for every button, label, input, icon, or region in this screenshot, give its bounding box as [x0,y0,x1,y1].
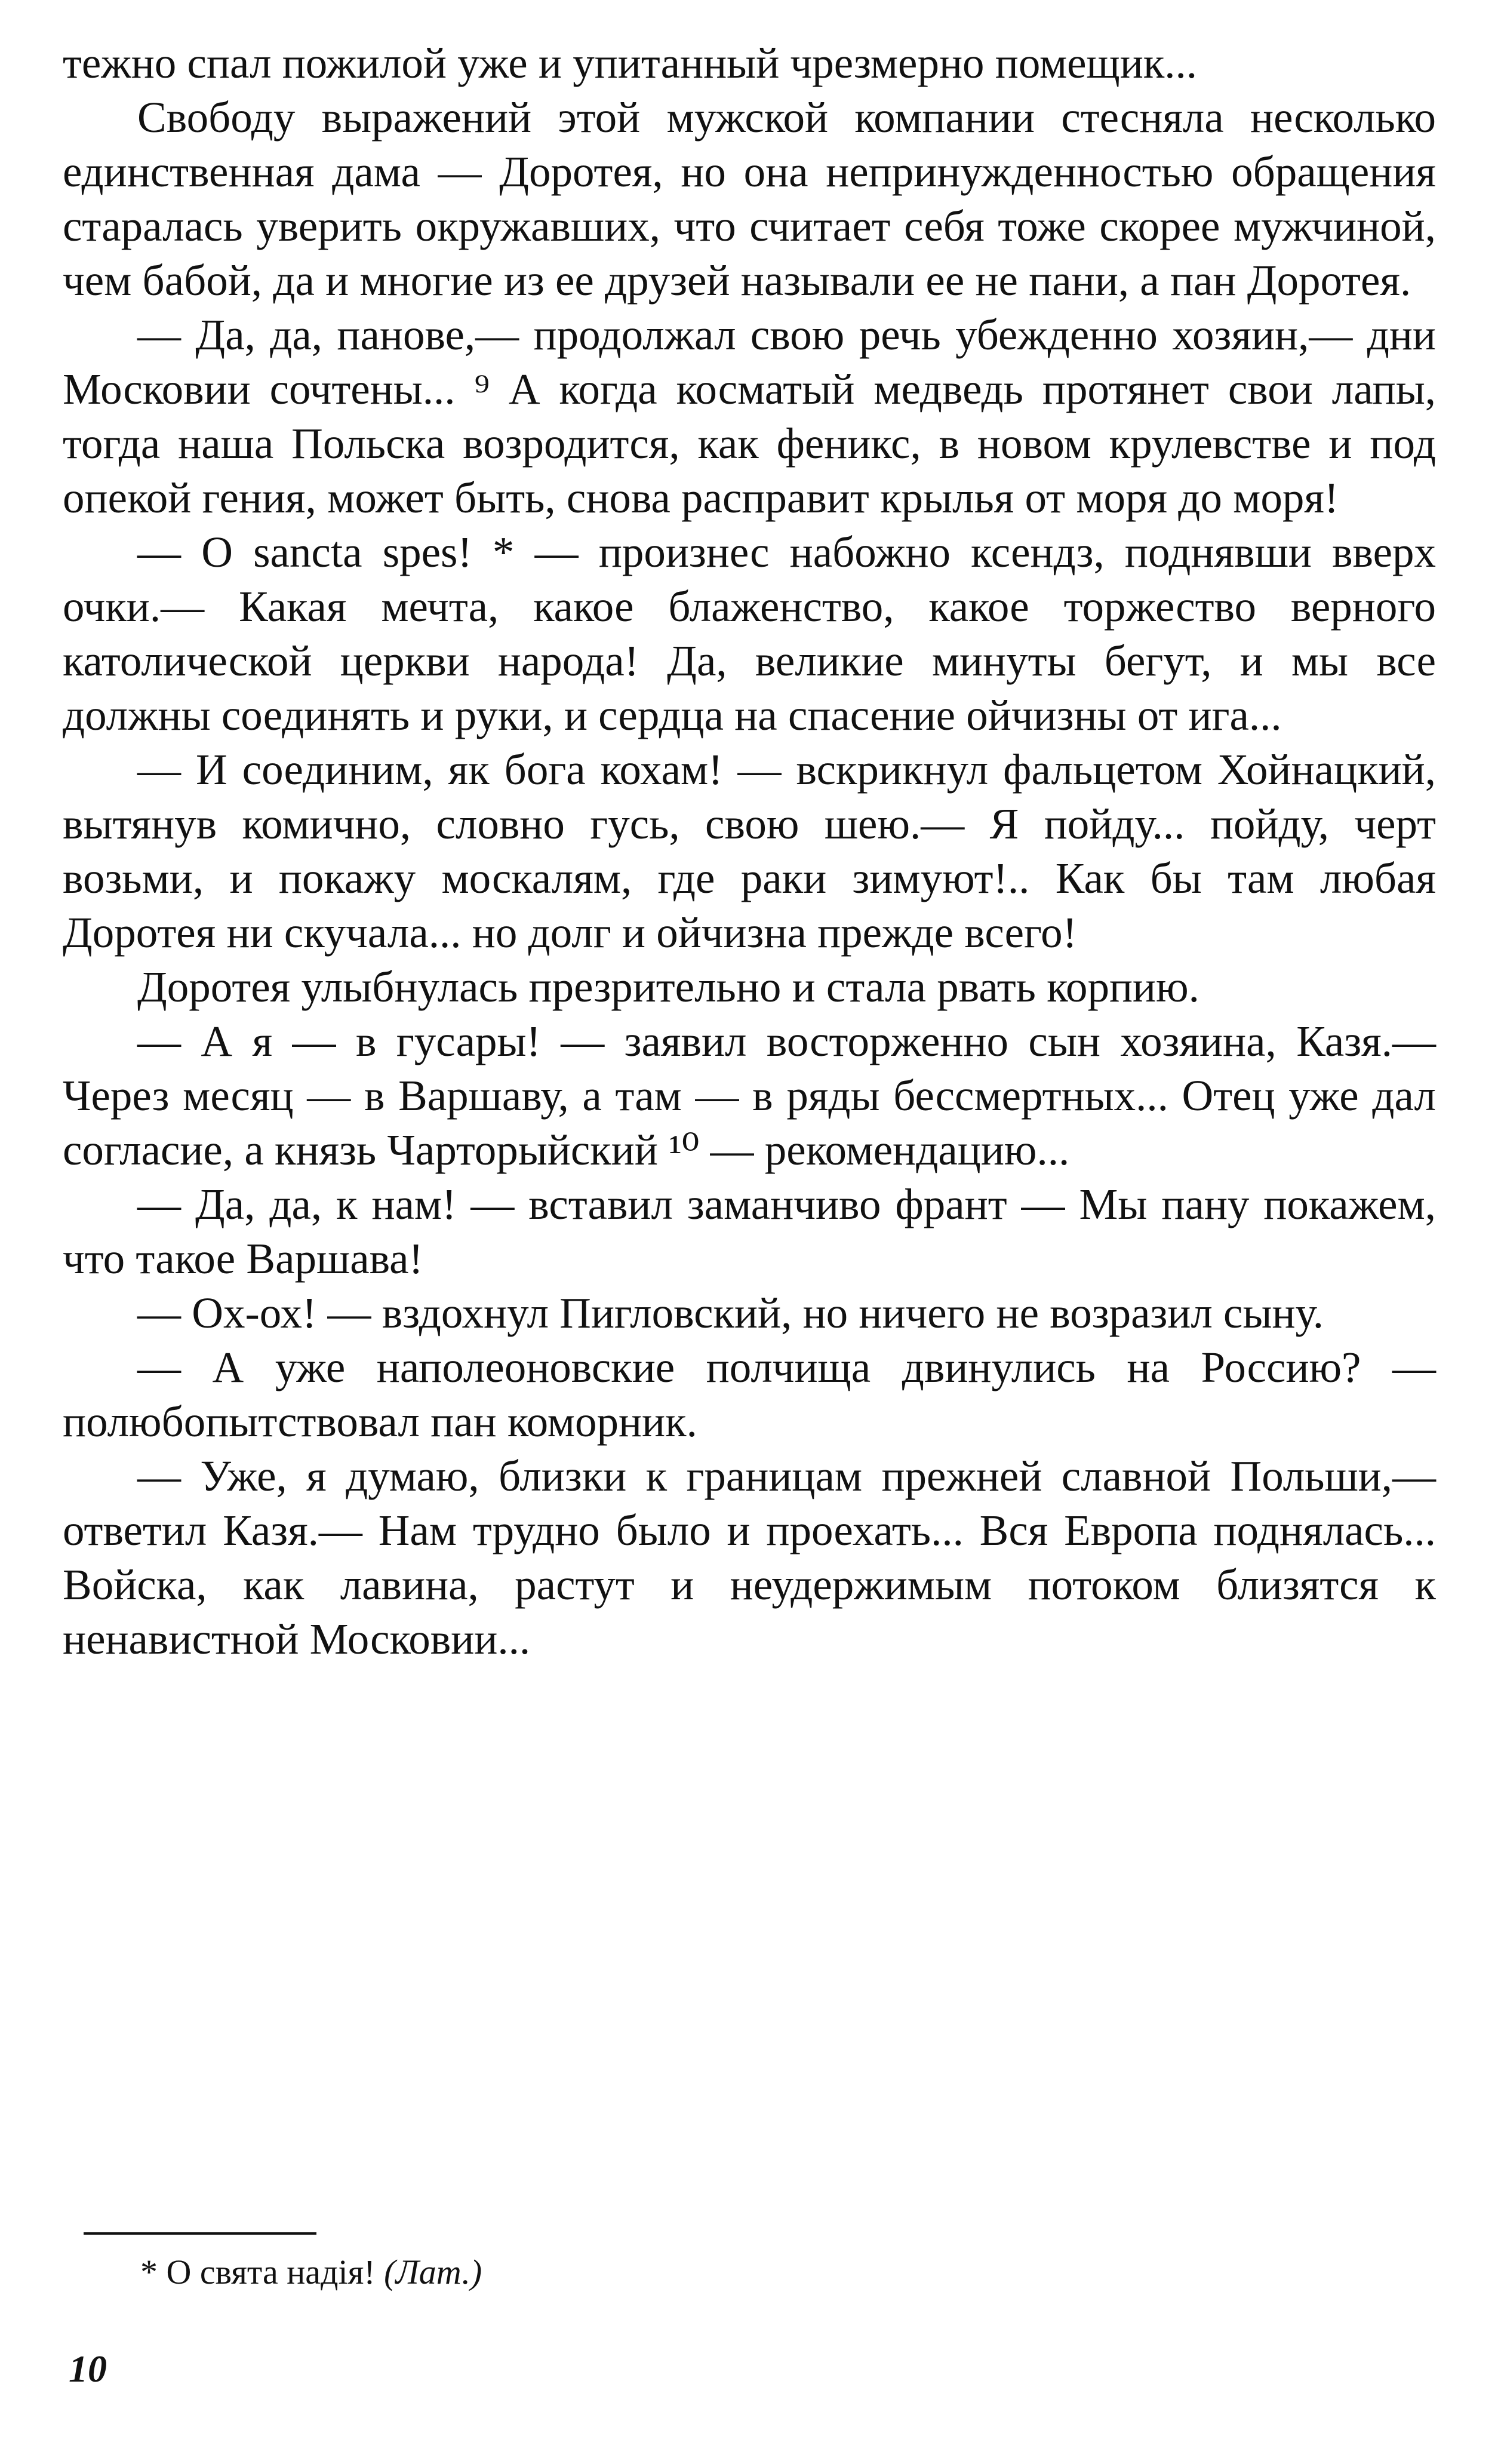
footnote-language: (Лат.) [384,2253,482,2291]
footnote-divider [84,2232,316,2235]
paragraph-8: — Да, да, к нам! — вставил заманчиво франт — Мы пану покажем, что такое Варшава! [63,1180,1436,1283]
paragraph-5: — И соединим, як бога кохам! — вскрикнул фальцетом Хойнацкий, вытянув комично, словно гусь, свою шею.— Я пойду... пойду, черт возьми, и покажу москалям, где раки зимуют!.. Как бы там любая Доротея ни скучала... но долг и ойчизна прежде всего! [63,745,1436,957]
paragraph-3: — Да, да, панове,— продолжал свою речь убежденно хозяин,— дни Московии сочтены... ⁹ А когда косматый медведь протянет свои лапы, тогда наша Польска возродится, как феникс, в новом крулевстве и под опекой гения, может быть, снова расправит крылья от моря до моря! [63,311,1436,522]
page-number: 10 [69,2348,107,2390]
paragraph-4: — О sancta spes! * — произнес набожно ксендз, поднявши вверх очки.— Какая мечта, какое блаженство, какое торжество верного католической церкви народа! Да, великие минуты бегут, и мы все должны соединять и руки, и сердца на спасение ойчизны от ига... [63,528,1436,739]
paragraph-7: — А я — в гусары! — заявил восторженно сын хозяина, Казя.— Через месяц — в Варшаву, а там — в ряды бессмертных... Отец уже дал согласие, а князь Чарторыйский ¹⁰ — рекомендацию... [63,1017,1436,1174]
page-body [63,36,1436,1666]
footnote [140,2251,482,2293]
paragraph-6: Доротея улыбнулась презрительно и стала рвать корпию. [137,963,1199,1011]
paragraph-11: — Уже, я думаю, близки к границам прежней славной Польши,— ответил Казя.— Нам трудно было и проехать... Вся Европа поднялась... Войска, как лавина, растут и неудержимым потоком близятся к ненавистной Московии... [63,1452,1436,1663]
paragraph-2: Свободу выражений этой мужской компании стесняла несколько единственная дама — Доротея, но она непринужденностью обращения старалась уверить окружавших, что считает себя тоже скорее мужчиной, чем бабой, да и многие из ее друзей называли ее не пани, а пан Доротея. [63,93,1436,305]
paragraph-1: тежно спал пожилой уже и упитанный чрезмерно помещик... [63,39,1198,87]
paragraph-10: — А уже наполеоновские полчища двинулись на Россию? — полюбопытствовал пан коморник. [63,1343,1436,1446]
paragraph-9: — Ох-ох! — вздохнул Пигловский, но ничего не возразил сыну. [137,1289,1324,1337]
footnote-text: * О свята надія! [140,2253,376,2291]
